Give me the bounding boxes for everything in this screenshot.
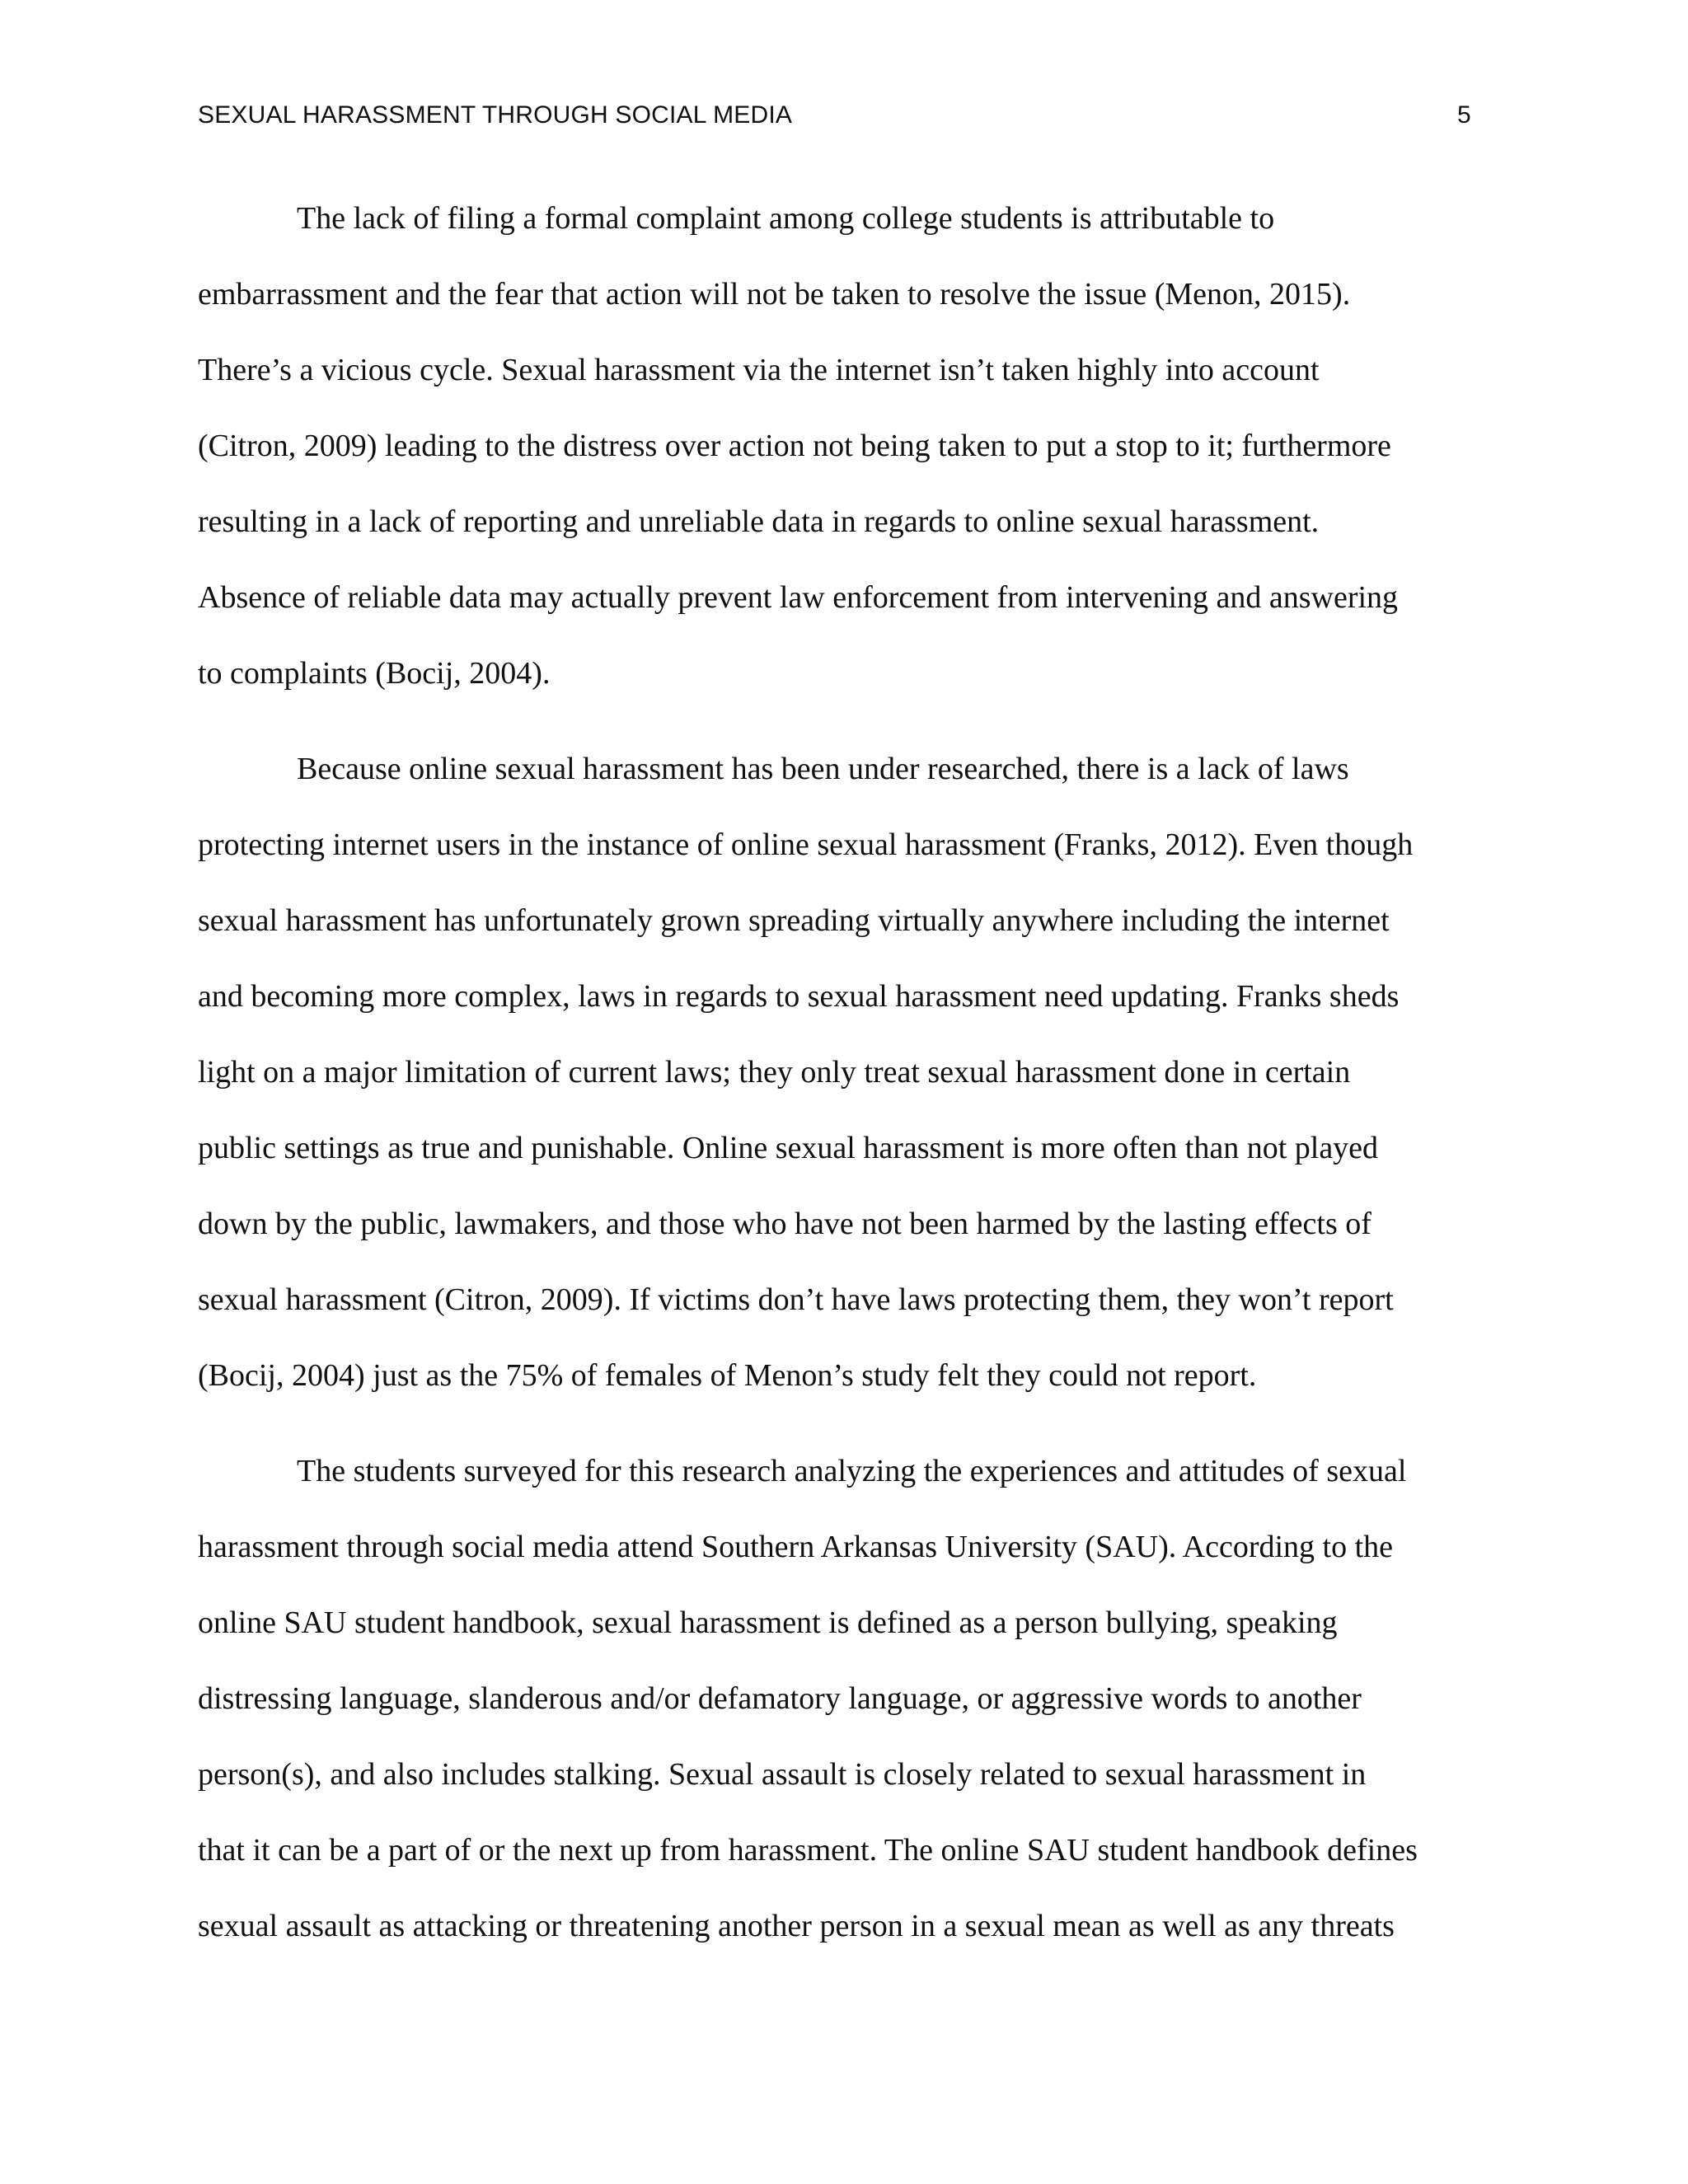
paragraph-line: embarrassment and the fear that action will not be taken to resolve the issue (Menon, 2015). — [198, 277, 1351, 312]
running-head: SEXUAL HARASSMENT THROUGH SOCIAL MEDIA — [198, 101, 793, 129]
paragraph-3 — [198, 1447, 1500, 1978]
paragraph-line: public settings as true and punishable. Online sexual harassment is more often than not played — [198, 1131, 1379, 1165]
paragraph-line: light on a major limitation of current laws; they only treat sexual harassment done in certain — [198, 1055, 1351, 1090]
paragraph-line: and becoming more complex, laws in regards to sexual harassment need updating. Franks sheds — [198, 979, 1400, 1014]
paragraph-line: person(s), and also includes stalking. Sexual assault is closely related to sexual harassment in — [198, 1757, 1367, 1792]
paragraph-line: The students surveyed for this research analyzing the experiences and attitudes of sexual — [297, 1454, 1407, 1488]
paragraph-line: down by the public, lawmakers, and those who have not been harmed by the lasting effects of — [198, 1207, 1372, 1241]
paragraph-line: sexual harassment (Citron, 2009). If victims don’t have laws protecting them, they won’t report — [198, 1282, 1394, 1317]
paragraph-line: harassment through social media attend Southern Arkansas University (SAU). According to the — [198, 1530, 1394, 1564]
paragraph-line: Absence of reliable data may actually prevent law enforcement from intervening and answering — [198, 580, 1399, 615]
paragraph-line: There’s a vicious cycle. Sexual harassment via the internet isn’t taken highly into account — [198, 353, 1320, 387]
paragraph-line: sexual assault as attacking or threatening another person in a sexual mean as well as any threats — [198, 1909, 1395, 1943]
document-body — [198, 194, 1500, 1998]
paragraph-2 — [198, 745, 1500, 1427]
paragraph-line: Because online sexual harassment has been under researched, there is a lack of laws — [297, 752, 1349, 786]
paragraph-line: online SAU student handbook, sexual harassment is defined as a person bullying, speaking — [198, 1605, 1338, 1640]
page-number: 5 — [1457, 101, 1471, 129]
paragraph-line: The lack of filing a formal complaint among college students is attributable to — [297, 201, 1275, 236]
paragraph-line: (Citron, 2009) leading to the distress over action not being taken to put a stop to it; furthermore — [198, 429, 1391, 463]
paragraph-line: sexual harassment has unfortunately grown spreading virtually anywhere including the internet — [198, 903, 1390, 938]
paragraph-line: distressing language, slanderous and/or defamatory language, or aggressive words to another — [198, 1681, 1362, 1716]
paragraph-line: to complaints (Bocij, 2004). — [198, 656, 551, 691]
paragraph-line: that it can be a part of or the next up from harassment. The online SAU student handbook defines — [198, 1833, 1418, 1868]
paragraph-line: protecting internet users in the instance of online sexual harassment (Franks, 2012). Even though — [198, 827, 1414, 862]
paragraph-line: (Bocij, 2004) just as the 75% of females of Menon’s study felt they could not report. — [198, 1358, 1257, 1393]
paragraph-1 — [198, 194, 1500, 725]
paragraph-line: resulting in a lack of reporting and unreliable data in regards to online sexual harassment. — [198, 504, 1320, 539]
